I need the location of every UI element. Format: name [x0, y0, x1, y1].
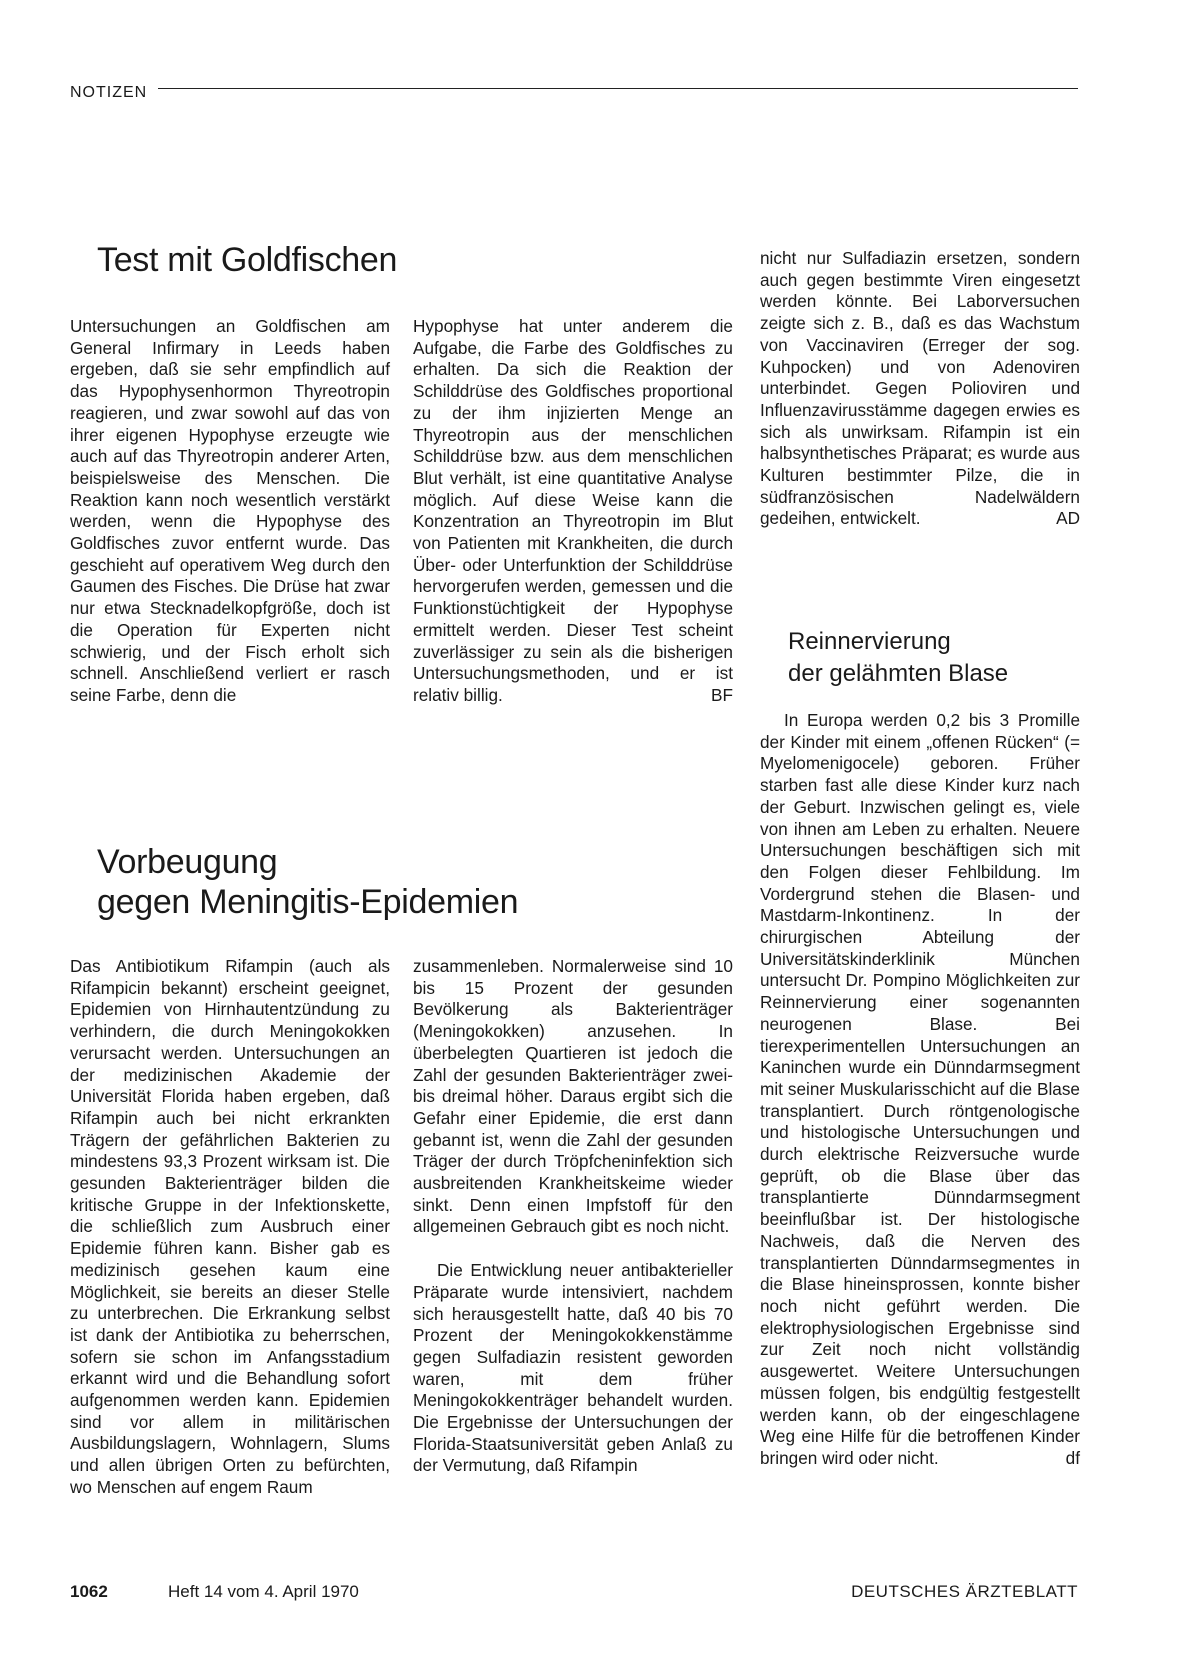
issue-info: Heft 14 vom 4. April 1970 — [168, 1582, 359, 1601]
journal-name: DEUTSCHES ÄRZTEBLATT — [851, 1582, 1078, 1601]
article-goldfish-column-2 — [413, 316, 733, 707]
article-meningitis-text-2b: Die Entwicklung neuer antibakterieller Präparate wurde intensiviert, nachdem sich herausgestellt hatte, daß 40 bis 70 Prozent der Meningokokkenstämme gegen Sulfadiazin resistent geworden waren, mit dem früher Meningokokkenträger behandelt wurden. Die Ergebnisse der Untersuchungen der Florida-Staatsuniversität geben Anlaß zu der Vermutung, daß Rifampin — [413, 1260, 733, 1476]
article-meningitis-text-2a: zusammenleben. Normalerweise sind 10 bis 15 Prozent der gesunden Bevölkerung als Bakterienträger (Meningokokken) anzusehen. In überbelegten Quartieren ist jedoch die Zahl der gesunden Bakterienträger zwei- bis dreimal höher. Daraus ergibt sich die Gefahr einer Epidemie, die erst dann gebannt ist, wenn die Zahl der gesunden Träger der durch Tröpfcheninfektion sich ausbreitenden Krankheitskeime wieder sinkt. Denn einen Impfstoff für den allgemeinen Gebrauch gibt es noch nicht. — [413, 956, 733, 1237]
article-bladder-column — [760, 710, 1080, 1470]
article-title-goldfish: Test mit Goldfischen — [97, 241, 398, 279]
article-goldfish-text-2 — [413, 316, 733, 707]
article-meningitis-column-2 — [413, 956, 733, 1477]
author-signature: AD — [1056, 508, 1080, 529]
article-meningitis-text-3 — [760, 248, 1080, 530]
author-signature: df — [1065, 1447, 1080, 1468]
article-goldfish-text-1: Untersuchungen an Goldfischen am General Infirmary in Leeds haben ergeben, daß sie sehr empfindlich auf das Hypophysenhormon Thyreotropin reagieren, und zwar sowohl auf das von ihrer eigenen Hypophyse erzeugte wie auch auf das Thyreotropin anderer Arten, beispielsweise des Menschen. Die Reaktion kann noch wesentlich verstärkt werden, wenn die Hypophyse des Goldfisches zuvor entfernt wurde. Das geschieht auf operativem Weg durch den Gaumen des Fisches. Die Drüse hat zwar nur etwa Stecknadelkopfgröße, doch ist die Operation für Experten nicht schwierig, und der Fisch erholt sich schnell. Anschließend verliert er rasch seine Farbe, denn die — [70, 316, 390, 705]
article-goldfish-column-1 — [70, 316, 390, 707]
article-meningitis-text-3-body: nicht nur Sulfadiazin ersetzen, sondern auch gegen bestimmte Viren eingesetzt werden könnte. Bei Laborversuchen zeigte sich z. B., daß es das Wachstum von Vaccinaviren (Erreger der sog. Kuhpocken) und von Adenoviren unterbindet. Gegen Polioviren und Influenzavirusstämme dagegen erwies es sich als unwirksam. Rifampin ist ein halbsynthetisches Präparat; es wurde aus Kulturen bestimmter Pilze, die in südfranzösischen Nadelwäldern gedeihen, entwickelt. — [760, 248, 1080, 529]
article-meningitis-column-1 — [70, 956, 390, 1499]
article-bladder-text — [760, 710, 1080, 1470]
section-label: NOTIZEN — [70, 84, 148, 101]
article-meningitis-text-1: Das Antibiotikum Rifampin (auch als Rifampicin bekannt) erscheint geeignet, Epidemien von Hirnhautentzündung zu verhindern, die durch Meningokokken verursacht werden. Untersuchungen an der medizinischen Akademie der Universität Florida haben ergeben, daß Rifampin auch bei nicht erkrankten Trägern der gefährlichen Bakterien zu mindestens 93,3 Prozent wirksam ist. Die gesunden Bakterienträger bilden die kritische Gruppe in der Infektionskette, die schließlich zum Ausbruch einer Epidemie führen kann. Bisher gab es medizinisch gesehen kaum eine Möglichkeit, sie bereits an dieser Stelle zu unterbrechen. Die Erkrankung selbst ist dank der Antibiotika zu beherrschen, sofern sie schon im Anfangsstadium erkannt wird und die Behandlung sofort aufgenommen werden kann. Epidemien sind vor allem in militärischen Ausbildungslagern, Wohnlagern, Slums und allen übrigen Orten zu befürchten, wo Menschen auf engem Raum — [70, 956, 390, 1497]
article-title-bladder-line-2: der gelähmten Blase — [788, 660, 1009, 687]
article-title-bladder-line-1: Reinnervierung — [788, 628, 951, 655]
author-signature: BF — [711, 684, 733, 705]
header-rule — [158, 88, 1078, 89]
article-meningitis-column-3 — [760, 248, 1080, 530]
article-bladder-text-body: In Europa werden 0,2 bis 3 Promille der Kinder mit einem „offenen Rücken“ (= Myelomenigocele) geboren. Früher starben fast alle diese Kinder kurz nach der Geburt. Inzwischen gelingt es, viele von ihnen am Leben zu erhalten. Neuere Untersuchungen beschäftigen sich mit den Folgen dieser Fehlbildung. Im Vordergrund stehen die Blasen- und Mastdarm-Inkontinenz. In der chirurgischen Abteilung der Universitätskinderklinik München untersucht Dr. Pompino Möglichkeiten zur Reinnervierung einer sogenannten neurogenen Blase. Bei tierexperimentellen Untersuchungen an Kaninchen wurde ein Dünndarmsegment mit seiner Muskularisschicht auf die Blase transplantiert. Durch röntgenologische und histologische Untersuchungen und durch elektrische Reizversuche wurde geprüft, ob die Blase über das transplantierte Dünndarmsegment beeinflußbar ist. Der histologische Nachweis, daß die Nerven des transplantierten Dünndarmsegmentes in die Blase hineinsprossen, konnte bisher noch nicht geführt werden. Die elektrophysiologischen Ergebnisse sind zur Zeit noch nicht vollständig ausgewertet. Weitere Untersuchungen müssen folgen, bis endgültig festgestellt werden kann, ob der eingeschlagene Weg eine Hilfe für die betroffenen Kinder bringen wird oder nicht. — [760, 710, 1080, 1468]
article-title-meningitis-line-1: Vorbeugung — [97, 843, 278, 881]
article-title-meningitis-line-2: gegen Meningitis-Epidemien — [97, 883, 519, 921]
article-goldfish-text-2-body: Hypophyse hat unter anderem die Aufgabe, die Farbe des Goldfisches zu erhalten. Da sich die Reaktion der Schilddrüse des Goldfisches proportional zu der ihm injizierten Menge an Thyreotropin aus der menschlichen Schilddrüse bzw. aus dem menschlichen Blut verhält, ist eine quantitative Analyse möglich. Auf diese Weise kann die Konzentration an Thyreotropin im Blut von Patienten mit Krankheiten, die durch Über- oder Unterfunktion der Schilddrüse hervorgerufen werden, gemessen und die Funktionstüchtigkeit der Hypophyse ermittelt werden. Dieser Test scheint zuverlässiger zu sein als die bisherigen Untersuchungsmethoden, und er ist relativ billig. — [413, 316, 733, 705]
page-number: 1062 — [70, 1582, 108, 1601]
